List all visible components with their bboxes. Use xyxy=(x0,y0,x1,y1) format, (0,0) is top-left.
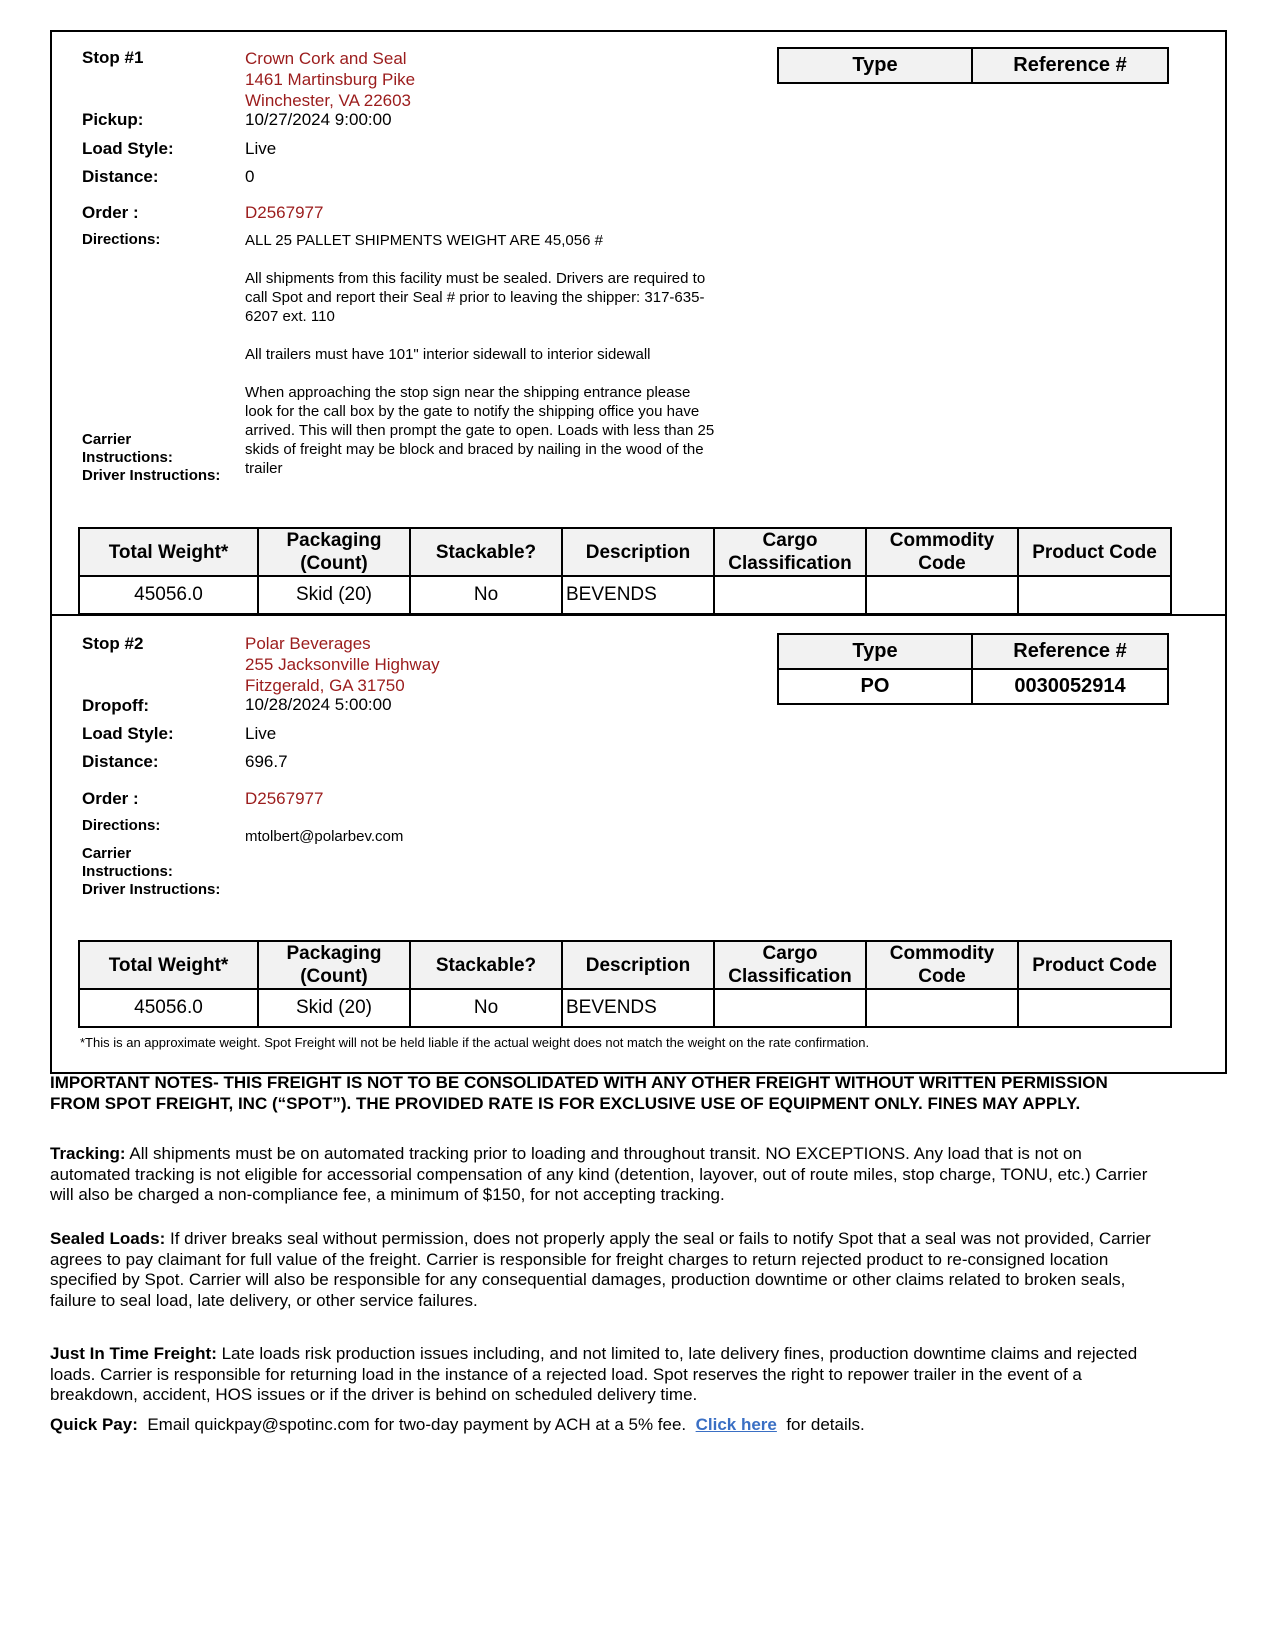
order-number: D2567977 xyxy=(245,203,324,222)
product-code-cell xyxy=(1018,576,1171,614)
load-style-label: Load Style: xyxy=(82,139,174,158)
click-here-link[interactable]: Click here xyxy=(695,1415,777,1434)
cargo-header-cell: Description xyxy=(562,941,714,989)
carrier-instructions-label: Instructions: xyxy=(82,449,173,466)
sealed-loads-text: If driver breaks seal without permission, does not properly apply the seal or fails to notify Spot that a seal was not provided, Carrier agrees to pay claimant for full value of the freight. Carrier is responsible for freight charges to return rejected product to re-consigned location specified by Spot. Carrier will also be responsible for any consequential damages, production downtime or other claims related to broken seals, failure to seal load, late delivery, or other service failures. xyxy=(50,1229,1151,1310)
weight-footnote: *This is an approximate weight. Spot Freight will not be held liable if the actual weight does not match the weight on the rate confirmation. xyxy=(80,1035,870,1050)
quick-pay-section xyxy=(50,1415,1160,1436)
distance-label: Distance: xyxy=(82,167,159,186)
cargo-table xyxy=(78,527,1172,615)
cargo-header-cell: Commodity Code xyxy=(866,941,1018,989)
ref-type-header: Type xyxy=(778,48,972,83)
table-row xyxy=(79,989,1171,1027)
cargo-header-cell: Description xyxy=(562,528,714,576)
company-name: Polar Beverages xyxy=(245,634,371,653)
load-style-label: Load Style: xyxy=(82,724,174,743)
ref-number-value: 0030052914 xyxy=(972,669,1168,704)
company-name: Crown Cork and Seal xyxy=(245,49,407,68)
table-row xyxy=(79,576,1171,614)
directions-label: Directions: xyxy=(82,231,161,248)
distance-value: 0 xyxy=(245,167,255,186)
instructions-text: ALL 25 PALLET SHIPMENTS WEIGHT ARE 45,056 # All shipments from this facility must be sealed. Drivers are required to call Spot and report their Seal # prior to leaving the shipper: 317-635-6207 ext. 110 All trailers must have 101" interior sidewall to interior sidewall When approaching the stop sign near the shipping entrance please look for the call box by the gate to notify the shipping office you have arrived. This will then prompt the gate to open. Loads with less than 25 skids of freight may be block and braced by nailing in the wood of the trailer xyxy=(245,232,715,477)
packaging-cell: Skid (20) xyxy=(258,989,410,1027)
stop-address xyxy=(245,633,440,696)
reference-table xyxy=(777,633,1169,705)
jit-freight-section xyxy=(50,1344,1160,1406)
stackable-cell: No xyxy=(410,989,562,1027)
quick-pay-text: Email quickpay@spotinc.com for two-day payment by ACH at a 5% fee. xyxy=(137,1415,696,1434)
cargo-header-cell: Total Weight* xyxy=(79,528,258,576)
stop-title: Stop #1 xyxy=(82,48,144,67)
carrier-instructions-label: Instructions: xyxy=(82,863,173,880)
stop-title: Stop #2 xyxy=(82,634,144,653)
pickup-label: Pickup: xyxy=(82,110,144,129)
tracking-label: Tracking: xyxy=(50,1144,126,1163)
total-weight-cell: 45056.0 xyxy=(79,989,258,1027)
sealed-loads-label: Sealed Loads: xyxy=(50,1229,166,1248)
address-line-1: 1461 Martinsburg Pike xyxy=(245,70,416,89)
order-number: D2567977 xyxy=(245,789,324,808)
quick-pay-label: Quick Pay: xyxy=(50,1415,138,1434)
cargo-header-cell: Packaging (Count) xyxy=(258,528,410,576)
driver-instructions-label: Driver Instructions: xyxy=(82,467,221,484)
reference-table xyxy=(777,47,1169,84)
cargo-header-row xyxy=(79,941,1171,989)
instructions-text: mtolbert@polarbev.com xyxy=(245,828,404,845)
carrier-label: Carrier xyxy=(82,431,132,448)
total-weight-cell: 45056.0 xyxy=(79,576,258,614)
order-label: Order : xyxy=(82,789,139,808)
address-line-2: Winchester, VA 22603 xyxy=(245,91,412,110)
pickup-time: 10/27/2024 9:00:00 xyxy=(245,110,392,129)
cargo-header-cell: Product Code xyxy=(1018,528,1171,576)
address-line-1: 255 Jacksonville Highway xyxy=(245,655,440,674)
cargo-header-row xyxy=(79,528,1171,576)
cargo-header-cell: Stackable? xyxy=(410,941,562,989)
packaging-cell: Skid (20) xyxy=(258,576,410,614)
cargo-header-cell: Stackable? xyxy=(410,528,562,576)
tracking-text: All shipments must be on automated tracking prior to loading and throughout transit. NO EXCEPTIONS. Any load that is not on automated tracking is not eligible for accessorial compensation of any kind (detention, layover, out of route miles, stop charge, TONU, etc.) Carrier will also be charged a non-compliance fee, a minimum of $150, for not accepting tracking. xyxy=(50,1144,1148,1204)
ref-number-header: Reference # xyxy=(972,634,1168,669)
cargo-class-cell xyxy=(714,576,866,614)
jit-freight-label: Just In Time Freight: xyxy=(50,1344,217,1363)
ref-number-header: Reference # xyxy=(972,48,1168,83)
directions-label: Directions: xyxy=(82,817,161,834)
commodity-code-cell xyxy=(866,576,1018,614)
ref-type-value: PO xyxy=(778,669,972,704)
cargo-header-cell: Product Code xyxy=(1018,941,1171,989)
address-line-2: Fitzgerald, GA 31750 xyxy=(245,676,405,695)
cargo-header-cell: Cargo Classification xyxy=(714,941,866,989)
product-code-cell xyxy=(1018,989,1171,1027)
stackable-cell: No xyxy=(410,576,562,614)
distance-label: Distance: xyxy=(82,752,159,771)
cargo-header-cell: Cargo Classification xyxy=(714,528,866,576)
cargo-header-cell: Packaging (Count) xyxy=(258,941,410,989)
description-cell: BEVENDS xyxy=(562,989,714,1027)
description-cell: BEVENDS xyxy=(562,576,714,614)
distance-value: 696.7 xyxy=(245,752,288,771)
order-label: Order : xyxy=(82,203,139,222)
stop-address xyxy=(245,48,415,111)
cargo-header-cell: Commodity Code xyxy=(866,528,1018,576)
commodity-code-cell xyxy=(866,989,1018,1027)
ref-type-header: Type xyxy=(778,634,972,669)
dropoff-label: Dropoff: xyxy=(82,696,150,715)
cargo-class-cell xyxy=(714,989,866,1027)
cargo-table xyxy=(78,940,1172,1028)
load-style-value: Live xyxy=(245,139,277,158)
sealed-loads-section xyxy=(50,1229,1160,1311)
driver-instructions-label: Driver Instructions: xyxy=(82,881,221,898)
jit-freight-text: Late loads risk production issues including, and not limited to, late delivery fines, production downtime claims and rejected loads. Carrier is responsible for returning load in the instance of a rejected load. Spot reserves the right to repower trailer in the event of a breakdown, accident, HOS issues or if the driver is behind on scheduled delivery time. xyxy=(50,1344,1138,1404)
carrier-label: Carrier xyxy=(82,845,132,862)
cargo-header-cell: Total Weight* xyxy=(79,941,258,989)
important-notes: IMPORTANT NOTES- THIS FREIGHT IS NOT TO BE CONSOLIDATED WITH ANY OTHER FREIGHT WITHOUT WRITTEN PERMISSION FROM SPOT FREIGHT, INC (“SPOT”). THE PROVIDED RATE IS FOR EXCLUSIVE USE OF EQUIPMENT ONLY. FINES MAY APPLY. xyxy=(50,1073,1108,1113)
tracking-section xyxy=(50,1144,1160,1206)
dropoff-time: 10/28/2024 5:00:00 xyxy=(245,695,392,714)
quick-pay-tail: for details. xyxy=(776,1415,865,1434)
load-style-value: Live xyxy=(245,724,277,743)
